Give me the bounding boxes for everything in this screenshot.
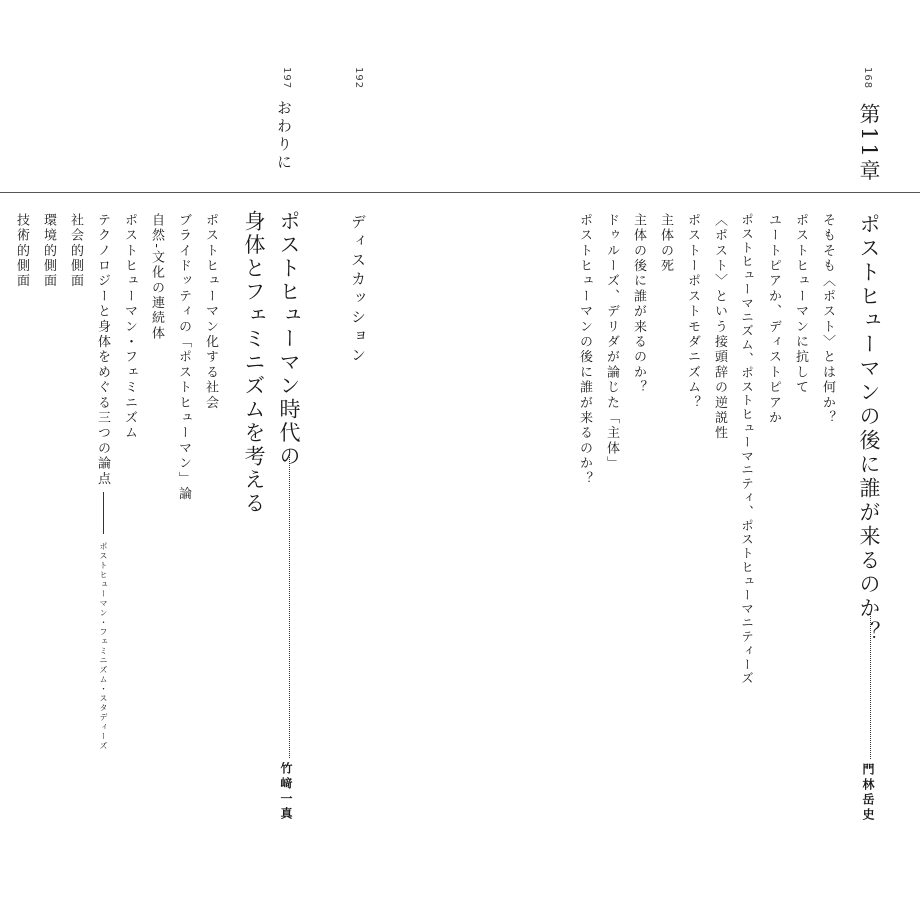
discussion-title: ディスカッション (349, 214, 367, 366)
toc-item: 自然-文化の連続体 (149, 213, 164, 342)
toc-item-subtitle: ポストヒューマン・フェミニズム・スタディーズ (99, 542, 108, 751)
toc-item: ポストヒューマン化する社会 (203, 213, 218, 411)
toc-item: 主体の死 (658, 213, 673, 274)
toc-item: そもそも〈ポスト〉とは何か？ (820, 213, 835, 426)
toc-item: 社会的側面 (68, 213, 83, 289)
toc-item: 〈ポスト〉という接頭辞の逆説性 (712, 213, 727, 441)
toc-item: ポストヒューマニズム、ポストヒューマニティ、ポストヒューマニティーズ (739, 213, 755, 686)
toc-item: ブライドッティの「ポストヒューマン」論 (176, 213, 191, 502)
toc-item: 技術的側面 (14, 213, 29, 289)
leader-dots-ch11 (870, 612, 871, 759)
chapter-11-author: 門林岳史 (861, 763, 875, 823)
toc-item: ポストーポストモダニズム？ (685, 213, 700, 411)
owarini-heading: おわりに (275, 100, 293, 172)
toc-item: ポストヒューマンの後に誰が来るのか？ (577, 213, 592, 487)
toc-item: ユートピアか、ディストピアか (766, 213, 781, 426)
chapter-11-heading: 第11章 (857, 103, 881, 184)
toc-item: 環境的側面 (41, 213, 56, 289)
leader-dots-ch12 (289, 450, 290, 758)
toc-item: ポストヒューマン・フェミニズム (122, 213, 137, 441)
chapter-12-title-line1: ポストヒューマン時代の (277, 210, 301, 469)
horizontal-divider (0, 192, 920, 193)
dash-rule (103, 492, 104, 534)
toc-item: ドゥルーズ、デリダが論じた「主体」 (604, 213, 619, 472)
page-number-197: 197 (281, 67, 292, 90)
toc-item: 主体の後に誰が来るのか？ (631, 213, 646, 396)
chapter-12-title-line2: 身体とフェミニズムを考える (242, 210, 266, 516)
toc-item: テクノロジーと身体をめぐる三つの論点 (95, 213, 110, 487)
page-number-192: 192 (353, 67, 364, 90)
chapter-12-author: 竹﨑一真 (279, 762, 293, 822)
toc-item: ポストヒューマンに抗して (793, 213, 808, 396)
chapter-11-title: ポストヒューマンの後に誰が来るのか？ (857, 213, 881, 645)
page-number-168: 168 (862, 67, 873, 90)
